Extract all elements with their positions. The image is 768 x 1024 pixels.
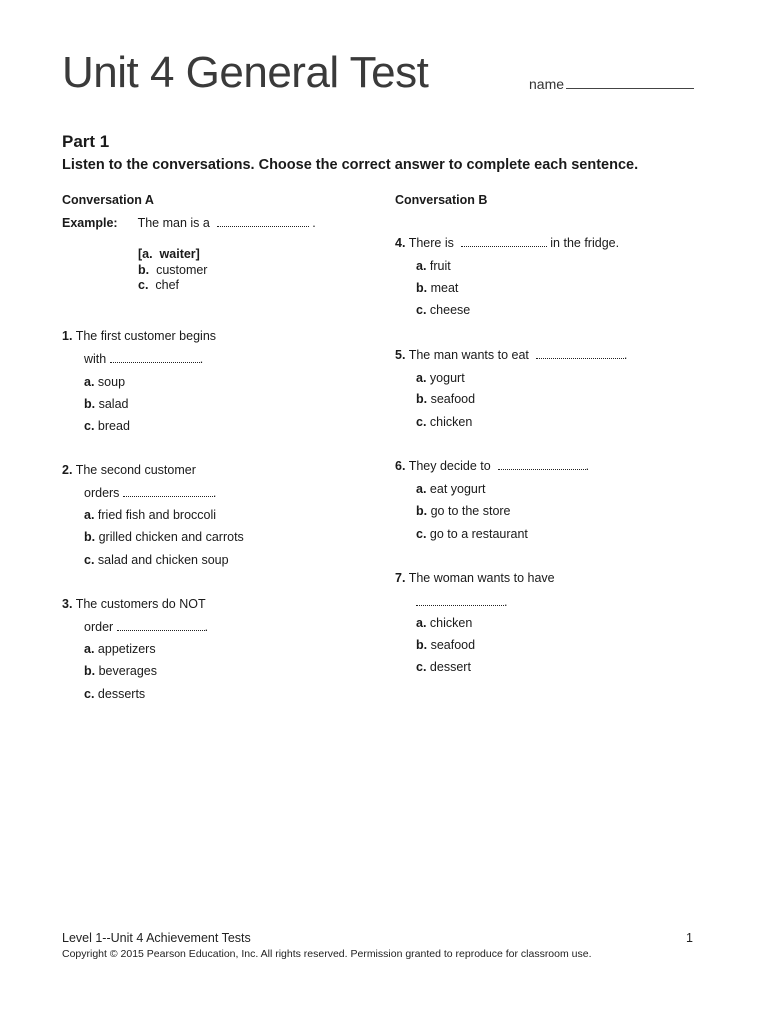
example-option-b: b. customer bbox=[138, 263, 208, 277]
question-7-line1: 7. The woman wants to have bbox=[395, 571, 555, 585]
question-3-blank bbox=[117, 620, 205, 631]
question-4-option-c: c. cheese bbox=[416, 303, 471, 317]
page-number: 1 bbox=[686, 931, 693, 945]
example-stem-text: The man is a bbox=[137, 216, 210, 230]
name-field bbox=[529, 76, 694, 92]
question-6-option-b: b. go to the store bbox=[416, 504, 511, 518]
question-2-blank bbox=[123, 486, 213, 497]
page-title: Unit 4 General Test bbox=[62, 48, 429, 97]
conversation-a-heading: Conversation A bbox=[62, 193, 154, 207]
question-2-option-b: b. grilled chicken and carrots bbox=[84, 530, 244, 544]
question-1-option-c: c. bread bbox=[84, 419, 130, 433]
question-3-line1: 3. The customers do NOT bbox=[62, 597, 206, 611]
question-3-option-b: b. beverages bbox=[84, 664, 157, 678]
part-instructions: Listen to the conversations. Choose the correct answer to complete each sentence. bbox=[62, 157, 639, 173]
example-stem: Example: The man is a . bbox=[62, 216, 316, 230]
question-4-blank bbox=[461, 236, 547, 247]
question-3-line2: order . bbox=[84, 620, 209, 634]
question-5-option-b: b. seafood bbox=[416, 392, 476, 406]
name-label: name bbox=[529, 76, 565, 92]
question-4-option-a: a. fruit bbox=[416, 259, 451, 273]
question-7-option-b: b. seafood bbox=[416, 638, 476, 652]
question-3-option-a: a. appetizers bbox=[84, 642, 156, 656]
question-5-option-c: c. chicken bbox=[416, 415, 473, 429]
example-label: Example: bbox=[62, 216, 118, 230]
conversation-b-heading: Conversation B bbox=[395, 193, 488, 207]
example-option-c: c. chef bbox=[138, 278, 180, 292]
question-2-option-c: c. salad and chicken soup bbox=[84, 553, 229, 567]
question-6-option-c: c. go to a restaurant bbox=[416, 527, 528, 541]
question-2-line2: orders . bbox=[84, 486, 217, 500]
part-heading: Part 1 bbox=[62, 132, 110, 151]
footer-copyright: Copyright © 2015 Pearson Education, Inc. All rights reserved. Permission granted to reproduce for classroom use. bbox=[62, 948, 592, 960]
question-7-option-c: c. dessert bbox=[416, 660, 471, 674]
question-3-option-c: c. desserts bbox=[84, 687, 146, 701]
question-1-line2: with . bbox=[84, 352, 204, 366]
question-1-option-b: b. salad bbox=[84, 397, 129, 411]
question-1-option-a: a. soup bbox=[84, 375, 126, 389]
question-5-blank bbox=[536, 348, 624, 359]
question-6-blank bbox=[498, 459, 586, 470]
question-4-stem: 4. There is in the fridge. bbox=[395, 236, 620, 250]
question-7-option-a: a. chicken bbox=[416, 616, 473, 630]
question-4-option-b: b. meat bbox=[416, 281, 459, 295]
question-1-line1: 1. The first customer begins bbox=[62, 329, 217, 343]
question-2-option-a: a. fried fish and broccoli bbox=[84, 508, 217, 522]
question-7-line2: . bbox=[416, 595, 507, 609]
example-blank bbox=[217, 216, 309, 227]
question-6-stem: 6. They decide to . bbox=[395, 459, 590, 473]
question-5-stem: 5. The man wants to eat . bbox=[395, 348, 628, 362]
question-1-blank bbox=[110, 352, 200, 363]
name-blank-line bbox=[566, 76, 694, 89]
question-6-option-a: a. eat yogurt bbox=[416, 482, 486, 496]
question-7-blank bbox=[416, 595, 504, 606]
footer-level-label: Level 1--Unit 4 Achievement Tests bbox=[62, 931, 251, 945]
example-option-a: [a. waiter] bbox=[138, 247, 200, 261]
question-2-line1: 2. The second customer bbox=[62, 463, 196, 477]
question-5-option-a: a. yogurt bbox=[416, 371, 465, 385]
